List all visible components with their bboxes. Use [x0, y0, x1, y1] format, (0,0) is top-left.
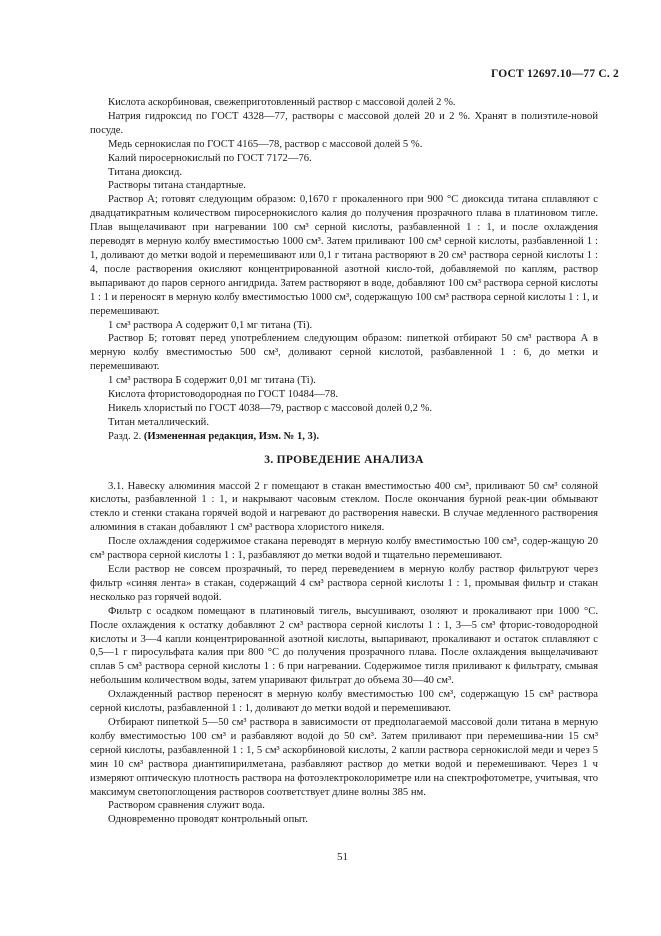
amendment-prefix: Разд. 2.: [108, 430, 144, 442]
reagent-ascorbic: Кислота аскорбиновая, свежеприготовленный раствор с массовой долей 2 %.: [108, 97, 456, 108]
section-title: 3. ПРОВЕДЕНИЕ АНАЛИЗА: [264, 453, 424, 466]
analysis-paragraph: Охлажденный раствор переносят в мерную колбу вместимостью 100 см³, содержащую 15 см³ раствора серной кислоты, разбавленной 1 : 1, доливают до метки водой и перемешивают.: [90, 689, 598, 715]
page-header: ГОСТ 12697.10—77 С. 2: [491, 68, 619, 80]
reagent-copper-sulfate: Медь сернокислая по ГОСТ 4165—78, раствор с массовой долей 5 %.: [108, 138, 423, 150]
reagent-titanium-metal: Титан металлический.: [108, 416, 209, 428]
reagent-potassium-pyrosulfate: Калий пиросернокислый по ГОСТ 7172—76.: [108, 152, 312, 164]
analysis-paragraph: Раствором сравнения служит вода.: [108, 800, 265, 812]
analysis-paragraph: 3.1. Навеску алюминия массой 2 г помещают в стакан вместимостью 400 см³, приливают 50 см³ соляной кислоты, разбавленной 1 : 1, и накрывают часовым стеклом. После окончания бурной реак-ции обмывают стекло и стенки стакана горячей водой и нагревают до растворения навески. В случае медленного растворения алюминия в стакан добавляют 1 см³ раствора хлористого никеля.: [90, 480, 598, 534]
reagent-hf: Кислота фтористоводородная по ГОСТ 10484—78.: [108, 389, 339, 401]
reagent-naoh: Натрия гидроксид по ГОСТ 4328—77, растворы с массовой долей 20 и 2 %. Хранят в полиэтиле-новой посуде.: [90, 110, 598, 136]
reagent-titanium-standards: Растворы титана стандартные.: [108, 180, 246, 192]
amendment-bold: (Измененная редакция, Изм. № 1, 3).: [143, 430, 320, 442]
amendment-note: [90, 430, 598, 444]
analysis-paragraph: Фильтр с осадком помещают в платиновый тигель, высушивают, озоляют и прокаливают при 1000 °С. После охлаждения к остатку добавляют 2 см³ раствора серной кислоты 1 : 1, 3—5 см³ фторис-товодородной кислоты и 3—4 капли концентрированной азотной кислоты, выпаривают, прокаливают и остаток сплавляют с 0,5—1 г пиросульфата калия при 800 °С до получения прозрачного плава. После охлаждения выщелачивают сплав 5 см³ раствора серной кислоты 1 : 6 при нагревании. Содержимое тигля приливают к фильтрату, смывая небольшим количеством воды, затем упаривают фильтрат до объема 30—40 см³.: [90, 605, 598, 687]
analysis-paragraph: После охлаждения содержимое стакана переводят в мерную колбу вместимостью 100 см³, содер-жащую 20 см³ раствора серной кислоты 1 : 1, разбавляют до метки водой и тщательно перемешивают.: [90, 536, 598, 562]
page-number: 51: [337, 851, 348, 863]
analysis-paragraph: Если раствор не совсем прозрачный, то перед переведением в мерную колбу раствор фильтруют через фильтр «синяя лента» в стакан, содержащий 4 см³ раствора серной кислоты 1 : 1, промывая фильтр и стакан несколько раз горячей водой.: [90, 564, 598, 603]
analysis-paragraph: Одновременно проводят контрольный опыт.: [108, 814, 308, 826]
solution-a-content: 1 см³ раствора А содержит 0,1 мг титана (Ti).: [108, 319, 313, 331]
analysis-paragraph: Отбирают пипеткой 5—50 см³ раствора в зависимости от предполагаемой массовой доли титана в мерную колбу вместимостью 100 см³ и разбавляют водой до 50 см³. Затем приливают при перемешива-нии 15 см³ серной кислоты, разбавленной 1 : 1, 5 см³ аскорбиновой кислоты, 2 капли раствора сернокислой меди и через 5 мин 10 см³ раствора диантипирилметана, разбавляют раствор до метки водой и перемешивают. Через 1 ч измеряют оптическую плотность раствора на фотоэлектроколориметре или на спектрофотометре, учитывая, что максимум светопоглощения растворов соответствует длине волны 385 нм.: [90, 716, 598, 798]
reagent-titanium-dioxide: Титана диоксид.: [108, 166, 183, 178]
solution-b-content: 1 см³ раствора Б содержит 0,01 мг титана (Ti).: [108, 375, 316, 387]
reagent-nickel-chloride: Никель хлористый по ГОСТ 4038—79, раствор с массовой долей 0,2 %.: [108, 402, 433, 414]
solution-a-paragraph: Раствор А; готовят следующим образом: 0,1670 г прокаленного при 900 °С диоксида титана сплавляют с двадцатикратным количеством пиросернокислого калия до получения прозрачного плава в платиновом тигле. Плав выщелачивают при нагревании 100 см³ серной кислоты, разбавленной 1 : 1, и после охлаждения переводят в мерную колбу вместимостью 1000 см³. Затем приливают 100 см³ серной кислоты, разбавленной 1 : 1, доливают до метки водой и перемешивают или 0,1 г титана растворяют в 20 см³ раствора серной кислоты 1 : 4, после растворения окисляют концентрированной азотной кисло-той, добавляемой по каплям, раствор выпаривают до паров серного ангидрида. Затем растворяют в воде, добавляют 100 см³ раствора серной кислоты 1 : 1 и переносят в мерную колбу вместимостью 1000 см³, содержащую 100 см³ раствора серной кислоты 1 : 1, и перемешивают.: [90, 194, 598, 317]
document-body: [90, 96, 598, 827]
solution-b-paragraph: Раствор Б; готовят перед употреблением следующим образом: пипеткой отбирают 50 см³ раствора А в мерную колбу вместимостью 500 см³, доливают серной кислотой, разбавленной 1 : 6, до метки и перемешивают.: [90, 333, 598, 373]
